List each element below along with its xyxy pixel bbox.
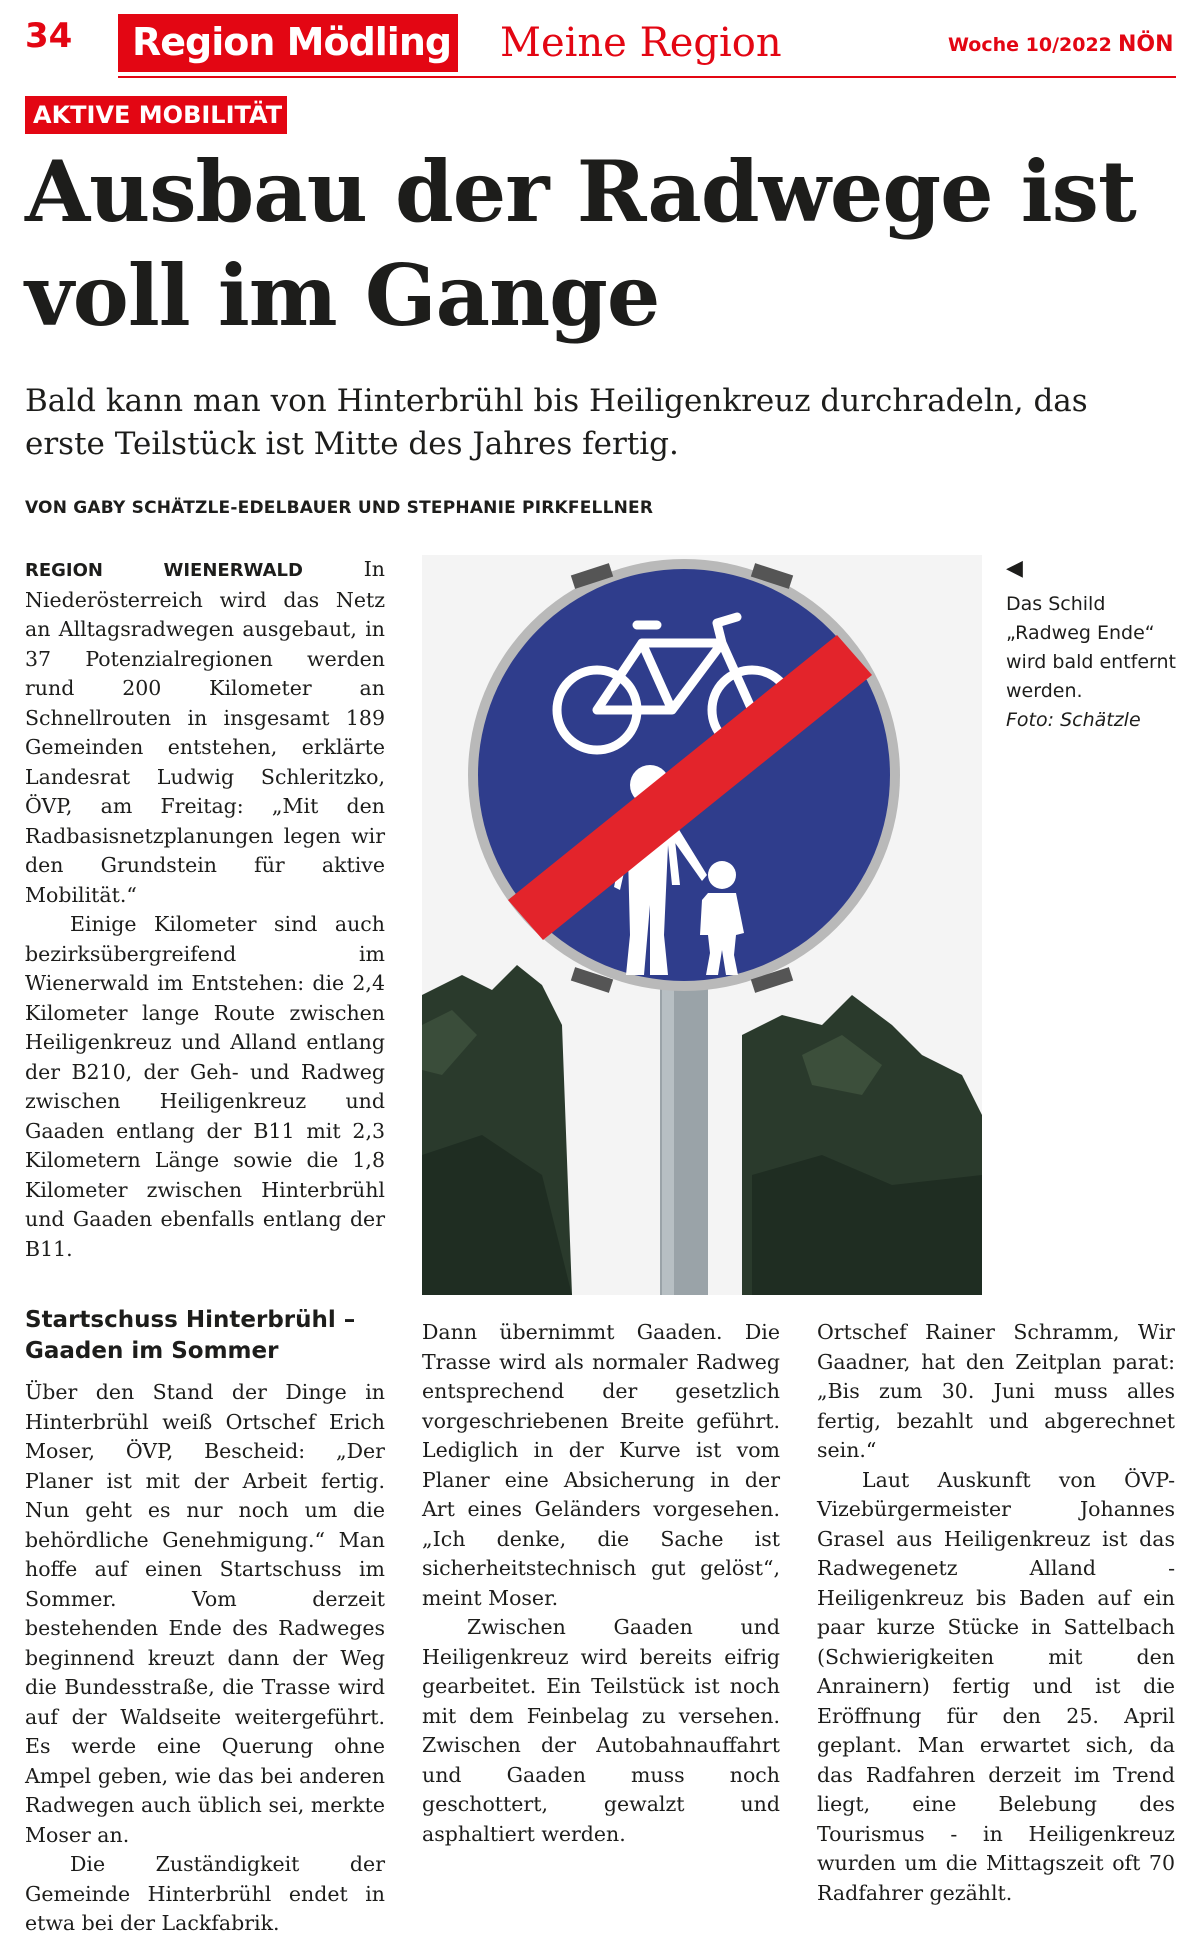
body-paragraph: Über den Stand der Dinge in Hinterbrühl weiß Ortschef Erich Moser, ÖVP, Bescheid: „Der Planer ist mit der Arbeit fertig. Nun geht es nur noch um die behördliche Genehmigung.“ Man hoffe auf einen Startschuss im Sommer. Vom derzeit bestehenden Ende des Radweges beginnend kreuzt dann der Weg die Bundesstraße, die Trasse wird auf der Waldseite weitergeführt. Es werde eine Querung ohne Ampel geben, wie das bei anderen Radwegen auch üblich sei, merkte Moser an. (25, 1380, 385, 1847)
photo-credit: Foto: Schätzle (1006, 709, 1141, 731)
radweg-ende-sign-photo (422, 555, 982, 1295)
page-number: 34 (25, 16, 73, 56)
issue-label: Woche 10/2022 (948, 34, 1112, 56)
article-photo (422, 555, 982, 1295)
body-paragraph: Ortschef Rainer Schramm, Wir Gaadner, hat den Zeitplan parat: „Bis zum 30. Juni muss alles fertig, bezahlt und abgerechnet sein.“ (817, 1320, 1175, 1462)
section-title: Region Mödling (132, 20, 452, 64)
triangle-left-icon: ◀ (1006, 556, 1023, 581)
body-paragraph: Einige Kilometer sind auch bezirksübergreifend im Wienerwald im Entstehen: die 2,4 Kilometer lange Route zwischen Heiligenkreuz und Alland entlang der B210, der Geh- und Radweg zwischen Heiligenkreuz und Gaaden entlang der B11 mit 2,3 Kilometern Länge sowie die 1,8 Kilometer zwischen Hinterbrühl und Gaaden ebenfalls entlang der B11. (25, 912, 385, 1261)
photo-caption (1006, 590, 1178, 735)
body-paragraph: Dann übernimmt Gaaden. Die Trasse wird als normaler Radweg entsprechend der gesetzlich vorgeschriebenen Breite geführt. Lediglich in der Kurve ist vom Planer eine Absicherung in der Art eines Geländers vorgesehen. „Ich denke, die Sache ist sicherheitstechnisch gut gelöst“, meint Moser. (422, 1320, 780, 1610)
dateline: REGION WIENERWALD (25, 560, 303, 581)
body-paragraph: Die Zuständigkeit der Gemeinde Hinterbrühl endet in etwa bei der Lackfabrik. (25, 1852, 385, 1935)
brand-logo: NÖN (1118, 32, 1174, 57)
body-column-1 (25, 555, 385, 1264)
body-paragraph: Zwischen Gaaden und Heiligenkreuz wird bereits eifrig gearbeitet. Ein Teilstück ist noch mit dem Feinbelag zu versehen. Zwischen der Autobahnauffahrt und Gaaden muss noch geschottert, gewalzt und asphaltiert werden. (422, 1615, 780, 1846)
body-paragraph: Laut Auskunft von ÖVP-Vizebürgermeister Johannes Grasel aus Heiligenkreuz ist das Radwegenetz Alland - Heiligenkreuz bis Baden auf ein paar kurze Stücke in Sattelbach (Schwierigkeiten mit den Anrainern) fertig und ist die Eröffnung für den 25. April geplant. Man erwartet sich, da das Radfahren derzeit im Trend liegt, eine Belebung des Tourismus - in Heiligenkreuz wurden um die Mittagszeit oft 70 Radfahrer gezählt. (817, 1467, 1175, 1905)
body-column-3 (817, 1318, 1175, 1908)
paragraph-text: In Niederösterreich wird das Netz an Alltagsradwegen ausgebaut, in 37 Potenzialregionen werden rund 200 Kilometer an Schnellrouten in insgesamt 189 Gemeinden entstehen, erklärte Landesrat Ludwig Schleritzko, ÖVP, am Freitag: „Mit den Radbasisnetzplanungen legen wir den Grundstein für aktive Mobilität.“ (25, 557, 385, 907)
body-paragraph (25, 555, 385, 910)
kicker: AKTIVE MOBILITÄT (33, 101, 283, 129)
subheading: Startschuss Hinterbrühl – Gaaden im Sommer (25, 1307, 356, 1364)
headline: Ausbau der Radwege ist voll im Gange (25, 142, 1136, 345)
subsection-title: Meine Region (500, 20, 782, 66)
header-rule (118, 76, 1176, 78)
body-column-2 (422, 1318, 780, 1849)
byline: VON GABY SCHÄTZLE-EDELBAUER UND STEPHANIE PIRKFELLNER (25, 498, 654, 518)
lead-paragraph: Bald kann man von Hinterbrühl bis Heiligenkreuz durchradeln, das erste Teilstück ist Mitte des Jahres fertig. (25, 383, 1088, 462)
caption-text: Das Schild „Radweg Ende“ wird bald entfernt werden. (1006, 593, 1177, 702)
body-column-1-lower (25, 1378, 385, 1939)
